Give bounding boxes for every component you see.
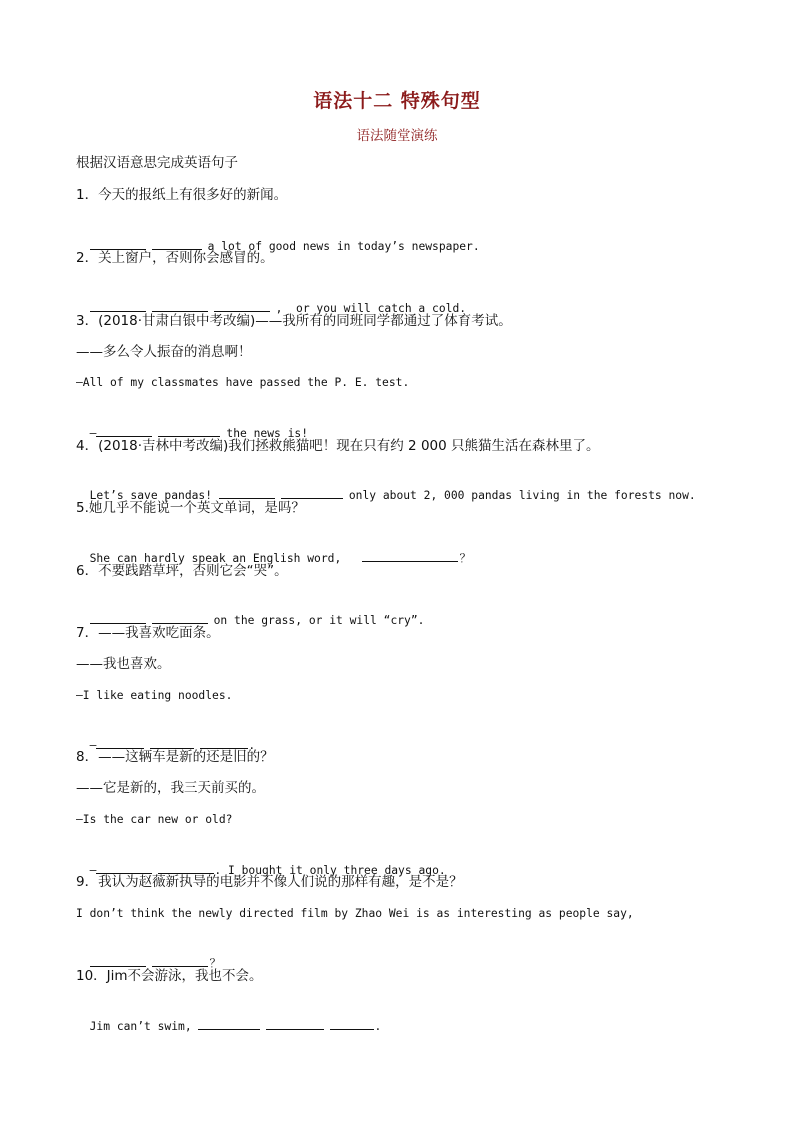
question-4-english-prefix: Let’s save pandas! — [89, 489, 219, 502]
answer-blank[interactable] — [330, 1017, 374, 1030]
question-3-english-line-1: —All of my classmates have passed the P. E. test. — [76, 376, 410, 389]
question-9-english-line-1: I don’t think the newly directed film by Zhao Wei is as interesting as people say, — [76, 907, 634, 920]
dash: — — [89, 864, 97, 877]
answer-blank[interactable] — [198, 1017, 260, 1030]
answer-blank[interactable] — [214, 299, 270, 312]
question-9-chinese: 9．我认为赵薇新执导的电影并不像人们说的那样有趣，是不是？ — [76, 874, 463, 890]
question-mark: ？ — [459, 552, 471, 565]
dash: — — [89, 739, 97, 752]
answer-blank[interactable] — [152, 954, 208, 967]
question-8-chinese: 8．——这辆车是新的还是旧的？ — [76, 749, 274, 765]
answer-blank[interactable] — [281, 486, 343, 499]
question-10-chinese: 10．Jim不会游泳，我也不会。 — [76, 968, 263, 984]
answer-blank[interactable] — [219, 486, 275, 499]
question-8-chinese-reply: ——它是新的，我三天前买的。 — [76, 780, 265, 796]
page-subtitle: 语法随堂演练 — [356, 128, 438, 144]
answer-blank[interactable] — [152, 611, 208, 624]
question-6-chinese: 6．不要践踏草坪，否则它会“哭”。 — [76, 563, 288, 579]
answer-blank[interactable] — [90, 954, 146, 967]
page-title: 语法十二 特殊句型 — [313, 90, 481, 112]
answer-blank[interactable] — [90, 611, 146, 624]
period: . — [248, 739, 256, 752]
question-7-chinese-reply: ——我也喜欢。 — [76, 656, 171, 672]
answer-blank[interactable] — [96, 424, 152, 437]
question-6-english-text: on the grass, or it will “cry”. — [213, 614, 425, 627]
question-8-english-text: . I bought it only three days ago. — [214, 864, 446, 877]
question-1-chinese: 1．今天的报纸上有很多好的新闻。 — [76, 187, 288, 203]
question-7-chinese: 7．——我喜欢吃面条。 — [76, 625, 220, 641]
answer-blank[interactable] — [152, 299, 208, 312]
question-1-english-text: a lot of good news in today’s newspaper. — [207, 240, 480, 253]
question-10-english — [76, 999, 381, 1036]
question-2-chinese: 2．关上窗户，否则你会感冒的。 — [76, 250, 274, 266]
question-4-chinese: 4．(2018·吉林中考改编)我们拯救熊猫吧！现在只有约 2 000 只熊猫生活在森林里了。 — [76, 438, 600, 454]
answer-blank[interactable] — [362, 549, 458, 562]
question-10-english-prefix: Jim can’t swim, — [89, 1020, 199, 1033]
question-8-english-line-1: —Is the car new or old? — [76, 813, 233, 826]
question-3-english-text: the news is! — [226, 427, 309, 440]
question-3-chinese-reply: ——多么令人振奋的消息啊！ — [76, 344, 252, 360]
question-2-english-text: , or you will catch a cold. — [275, 302, 467, 315]
question-mark: ？ — [209, 957, 221, 970]
answer-blank[interactable] — [158, 424, 220, 437]
question-7-english-line-1: —I like eating noodles. — [76, 689, 233, 702]
answer-blank[interactable] — [90, 299, 146, 312]
question-3-chinese: 3．(2018·甘肃白银中考改编)——我所有的同班同学都通过了体育考试。 — [76, 313, 512, 329]
period: . — [374, 1020, 382, 1033]
question-5-english-prefix: She can hardly speak an English word, — [89, 552, 342, 565]
instruction: 根据汉语意思完成英语句子 — [76, 155, 238, 171]
question-5-chinese: 5.她几乎不能说一个英文单词，是吗？ — [76, 500, 305, 516]
dash: — — [89, 427, 97, 440]
question-4-english-text: only about 2, 000 pandas living in the forests now. — [348, 489, 696, 502]
answer-blank[interactable] — [266, 1017, 324, 1030]
